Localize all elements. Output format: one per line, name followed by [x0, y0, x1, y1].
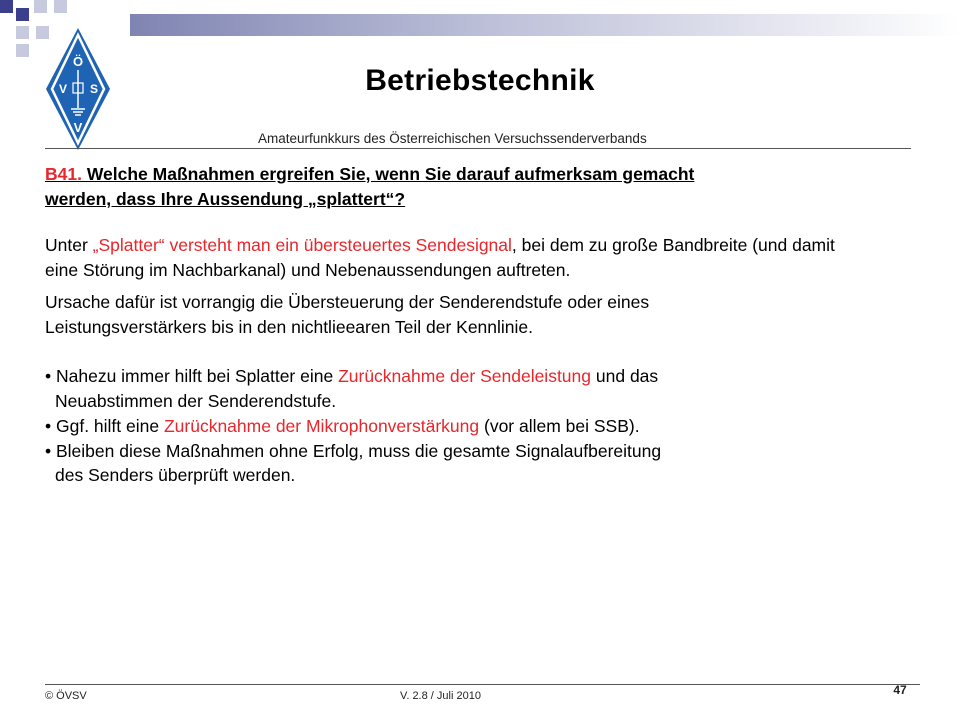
bullet2-highlight: Zurücknahme der Mikrophonverstärkung: [163, 415, 480, 436]
decor-square: [54, 0, 67, 13]
measures-list: [45, 364, 845, 488]
header-divider: [45, 148, 911, 149]
logo-letter-o: Ö: [72, 54, 84, 69]
paragraph2-line1: Ursache dafür ist vorrangig die Übersteuerung der Senderendstufe oder eines: [45, 292, 650, 313]
bullet1-text: • Nahezu immer hilft bei Splatter eine: [45, 366, 339, 387]
paragraph1-text: Unter: [45, 234, 93, 255]
paragraph2-line2: Leistungsverstärkers bis in den nichtlieearen Teil der Kennlinie.: [45, 317, 534, 338]
question-text-line2: werden, dass Ihre Aussendung „splattert“?: [45, 188, 406, 209]
question-text-line1: Welche Maßnahmen ergreifen Sie, wenn Sie darauf aufmerksam gemacht: [81, 164, 695, 184]
footer-version: V. 2.8 / Juli 2010: [400, 690, 481, 702]
logo-letter-s: S: [89, 82, 99, 96]
bullet1-highlight: Zurücknahme der Sendeleistung: [338, 366, 592, 387]
bullet1-text-end: und das: [591, 366, 659, 387]
bullet1-line2: Neuabstimmen der Senderendstufe.: [55, 390, 337, 411]
decor-square: [16, 26, 29, 39]
footer-copyright: © ÖVSV: [45, 690, 87, 702]
slide-title: Betriebstechnik: [365, 64, 595, 97]
question: [45, 162, 845, 212]
decor-square: [16, 44, 29, 57]
question-number: B41.: [45, 164, 82, 184]
bullet2-text-end: (vor allem bei SSB).: [479, 415, 640, 436]
footer-divider: [45, 684, 920, 685]
logo-letter-v-bottom: V: [73, 120, 83, 135]
answer-paragraph-2: [45, 290, 845, 340]
list-item: [45, 364, 845, 414]
logo-letter-v-left: V: [58, 82, 68, 96]
page-number: 47: [893, 683, 907, 697]
paragraph1-text-end: , bei dem zu große Bandbreite (und damit eine Störung im Nachbarkanal) und Nebenaussendungen auftreten.: [45, 234, 835, 280]
bullet3-line1: • Bleiben diese Maßnahmen ohne Erfolg, muss die gesamte Signalaufbereitung: [45, 440, 662, 461]
decor-square: [16, 8, 29, 21]
decor-square: [34, 0, 47, 13]
decor-square: [0, 0, 13, 13]
bullet3-line2: des Senders überprüft werden.: [55, 465, 296, 486]
paragraph1-highlight: „Splatter“ versteht man ein übersteuertes Sendesignal: [92, 234, 512, 255]
list-item: [45, 414, 845, 439]
slide-content: [45, 162, 845, 488]
header-gradient-bar: [130, 14, 960, 36]
slide-subtitle: Amateurfunkkurs des Österreichischen Versuchssenderverbands: [258, 131, 647, 146]
bullet2-text: • Ggf. hilft eine: [45, 415, 164, 436]
answer-paragraph-1: [45, 233, 845, 283]
list-item: [45, 439, 845, 489]
